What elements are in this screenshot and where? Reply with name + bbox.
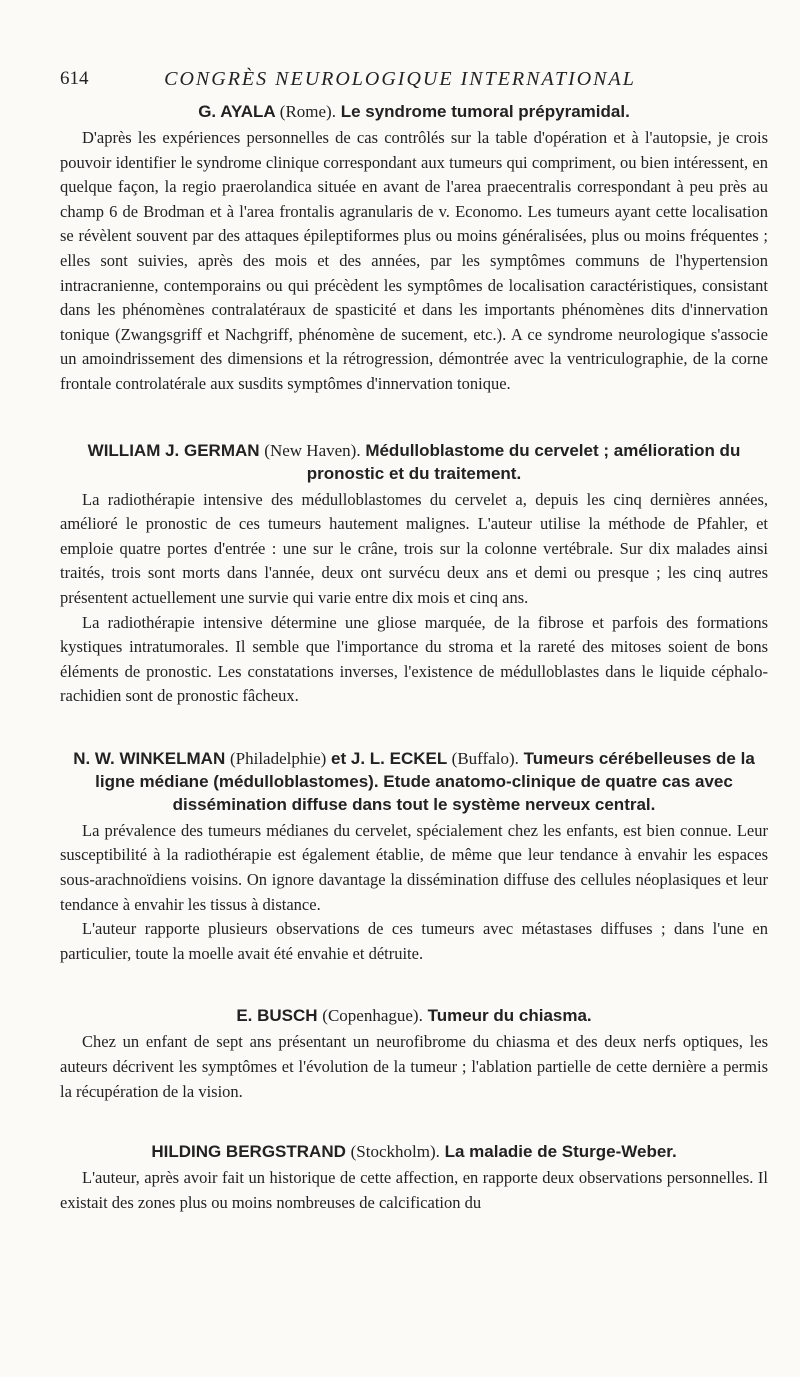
article-title: Tumeur du chiasma.: [427, 1006, 592, 1026]
article-busch: [60, 1004, 768, 1104]
coauthor-name: et J. L. ECKEL: [331, 748, 447, 768]
article-title: La maladie de Sturge-Weber.: [444, 1142, 677, 1162]
article-title: Tumeurs cérébelleuses de la ligne médiane (médulloblastomes). Etude anatomo-clinique de quatre cas avec dissémination diffuse dans tout le système nerveux central.: [95, 748, 755, 814]
coauthor-city: (Buffalo).: [451, 748, 519, 768]
paragraph: La prévalence des tumeurs médianes du cervelet, spécialement chez les enfants, est bien connue. Leur susceptibilité à la radiothérapie est également établie, de même que leur tendance à envahir les espaces sous-arachnoïdiens voisins. On ignore davantage la dissémination diffuse des cellules néoplasiques et leur tendance à envahir les tissus à distance.: [60, 820, 768, 914]
running-head: [60, 68, 740, 94]
article-title: Médulloblastome du cervelet ; amélioration du pronostic et du traitement.: [306, 440, 741, 483]
author-city: (Stockholm).: [350, 1142, 440, 1162]
paragraph: D'après les expériences personnelles de cas contrôlés sur la table d'opération et à l'autopsie, je crois pouvoir identifier le syndrome clinique correspondant aux tumeurs qui compriment, ou bien intéressent, en quelque façon, la regio praerolandica située en avant de l'area praecentralis correspondant à peu près au champ 6 de Brodman et à l'area frontalis agranularis de v. Economo. Les tumeurs ayant cette localisation se révèlent souvent par des attaques épileptiformes plus ou moins généralisées, plus ou moins fréquentes ; elles sont suivies, après des mois et des années, par les symptômes communs de l'hypertension intracranienne, contemporains ou qui précèdent les symptômes de localisation caractéristiques, consistant dans les phénomènes contralatéraux de spasticité et dans les importants phénomènes dits d'innervation tonique (Zwangsgriff et Nachgriff, phénomène de sucement, etc.). A ce syndrome neurologique s'associe un amoindrissement des dimensions et la rétrogression, démontrée avec la ventriculographie, de la corne frontale controlatérale aux susdits symptômes d'innervation tonique.: [60, 128, 768, 393]
page-number: 614: [60, 68, 89, 89]
paragraph: L'auteur, après avoir fait un historique de cette affection, en rapporte deux observations personnelles. Il existait des zones plus ou moins nombreuses de calcification du: [60, 1168, 768, 1212]
article-heading: [60, 1140, 768, 1163]
author-city: (Copenhague).: [322, 1006, 423, 1026]
article-heading: [60, 747, 768, 816]
article-german: [60, 439, 768, 709]
article-ayala: [60, 100, 768, 397]
article-bergstrand: [60, 1140, 768, 1215]
author-name: HILDING BERGSTRAND: [151, 1142, 346, 1162]
author-name: E. BUSCH: [236, 1006, 318, 1026]
article-title: Le syndrome tumoral prépyramidal.: [340, 102, 630, 121]
author-city: (Philadelphie): [229, 748, 327, 768]
journal-title: CONGRÈS NEUROLOGIQUE INTERNATIONAL: [164, 68, 636, 90]
author-name: G. AYALA: [198, 102, 276, 121]
paragraph: La radiothérapie intensive des médulloblastomes du cervelet a, depuis les cinq dernières années, amélioré le pronostic de ces tumeurs hautement malignes. L'auteur utilise la méthode de Pfahler, et emploie quatre portes d'entrée : une sur le crâne, trois sur la colonne vertébrale. Sur dix malades ainsi traités, trois sont morts dans l'année, deux ont survécu deux ans et demi ou presque ; les cinq autres présentent actuellement une survie qui varie entre dix mois et cinq ans.: [60, 489, 768, 607]
paragraph: La radiothérapie intensive détermine une gliose marquée, de la fibrose et parfois des formations kystiques intratumorales. Il semble que l'importance du stroma et la rareté des mitoses soient de bons éléments de pronostic. Les constatations inverses, l'existence de médulloblastes dans le liquide céphalo-rachidien sont de pronostic fâcheux.: [60, 612, 768, 706]
author-name: WILLIAM J. GERMAN: [87, 440, 260, 460]
article-heading: [60, 439, 768, 485]
article-heading: [60, 100, 768, 123]
content: [60, 100, 768, 1215]
paragraph: L'auteur rapporte plusieurs observations de ces tumeurs avec métastases diffuses ; dans l'une en particulier, toute la moelle avait été envahie et détruite.: [60, 919, 768, 963]
author-name: N. W. WINKELMAN: [73, 748, 226, 768]
article-winkelman-eckel: [60, 747, 768, 967]
author-city: (Rome).: [279, 102, 336, 121]
paragraph: Chez un enfant de sept ans présentant un neurofibrome du chiasma et des deux nerfs optiques, les auteurs décrivent les symptômes et l'évolution de la tumeur ; l'ablation partielle de cette dernière a permis la récupération de la vision.: [60, 1032, 768, 1101]
article-heading: [60, 1004, 768, 1027]
author-city: (New Haven).: [264, 440, 361, 460]
